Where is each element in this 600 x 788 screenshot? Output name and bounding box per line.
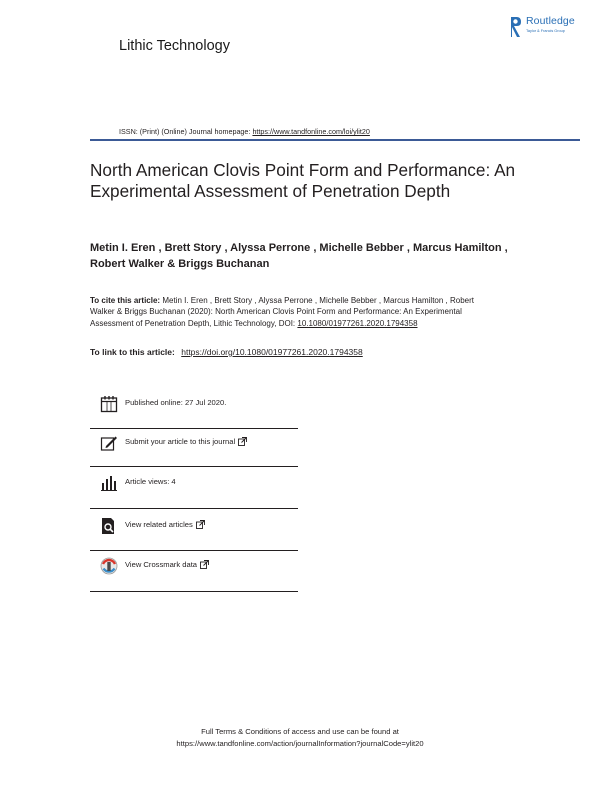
publisher-logo[interactable]: [509, 15, 589, 43]
related-row[interactable]: [96, 517, 298, 559]
footer-journal-info-link[interactable]: https://www.tandfonline.com/action/journalInformation?journalCode=ylit20: [176, 739, 424, 748]
edit-icon: [100, 434, 118, 452]
article-views: Article views: 4: [125, 477, 176, 486]
journal-homepage-link[interactable]: https://www.tandfonline.com/loi/ylit20: [252, 127, 370, 136]
submit-label: Submit your article to this journal: [125, 437, 236, 446]
meta-divider: [90, 508, 298, 509]
issn-prefix: ISSN: (Print) (Online) Journal homepage:: [119, 127, 251, 136]
external-link-icon: [200, 560, 209, 569]
citation-block: [90, 295, 490, 329]
meta-divider: [90, 550, 298, 551]
related-articles-icon: [100, 517, 118, 535]
related-articles-link[interactable]: [125, 520, 205, 529]
submit-row[interactable]: [96, 434, 298, 476]
article-link-label: To link to this article:: [90, 347, 175, 357]
external-link-icon: [196, 520, 205, 529]
article-authors: Metin I. Eren , Brett Story , Alyssa Perrone , Michelle Bebber , Marcus Hamilton , Robert Walker & Briggs Buchanan: [90, 242, 508, 270]
publisher-name: Routledge: [526, 15, 575, 27]
citation-text: Metin I. Eren , Brett Story , Alyssa Perrone , Michelle Bebber , Marcus Hamilton , Robert Walker & Briggs Buchanan (2020): North American Clovis Point Form and Performance: An Experimental Assessment of Penetration Depth, Lithic Technology, DOI:: [90, 296, 475, 328]
article-doi-link[interactable]: https://doi.org/10.1080/01977261.2020.1794358: [181, 347, 363, 357]
crossmark-link[interactable]: [125, 560, 209, 569]
external-link-icon: [238, 437, 247, 446]
published-row: [96, 395, 298, 437]
issn-line: [119, 127, 370, 136]
routledge-r-icon: [509, 15, 523, 39]
journal-name: Lithic Technology: [119, 38, 230, 54]
crossmark-icon: [100, 557, 118, 575]
meta-divider: [90, 466, 298, 467]
related-label: View related articles: [125, 520, 193, 529]
citation-label: To cite this article:: [90, 296, 161, 305]
article-link-line: [90, 347, 363, 357]
publisher-tagline: Taylor & Francis Group: [526, 29, 565, 33]
article-title: North American Clovis Point Form and Performance: An Experimental Assessment of Penetration Depth: [90, 160, 516, 201]
views-row: [96, 474, 298, 516]
footer-terms: Full Terms & Conditions of access and use can be found at: [201, 727, 399, 736]
calendar-icon: [100, 395, 118, 413]
meta-divider: [90, 591, 298, 592]
header-divider: [90, 139, 580, 141]
crossmark-row[interactable]: [96, 557, 298, 599]
bar-chart-icon: [100, 474, 118, 492]
citation-doi-link[interactable]: 10.1080/01977261.2020.1794358: [297, 318, 418, 328]
published-date: Published online: 27 Jul 2020.: [125, 398, 227, 407]
meta-divider: [90, 428, 298, 429]
submit-link[interactable]: [125, 437, 247, 446]
crossmark-label: View Crossmark data: [125, 560, 198, 569]
